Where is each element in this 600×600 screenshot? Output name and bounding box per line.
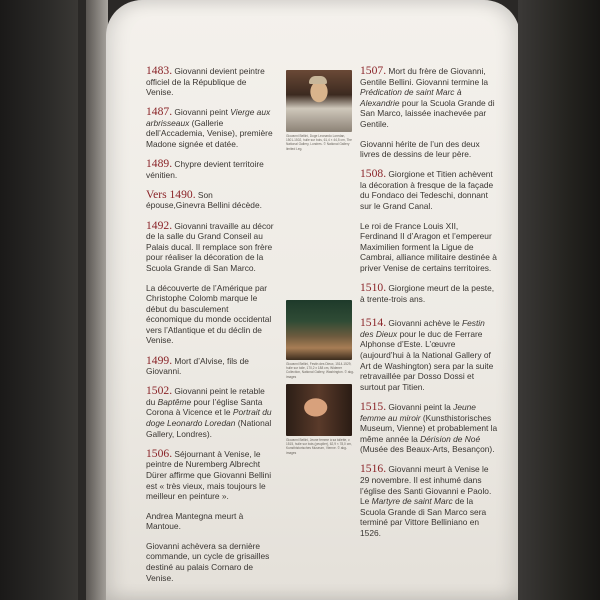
entry-1499: 1499. Mort d’Alvise, fils de Giovanni. — [146, 353, 249, 377]
timeline-left-column — [146, 66, 274, 592]
year-1515: 1515. — [360, 399, 387, 413]
entry-1487: 1487. Giovanni peint Vierge aux arbrisseaux (Gallerie dell’Accademia, Venise), première Madone signée et datée. — [146, 105, 273, 150]
entry-1516: 1516. Giovanni meurt à Venise le 29 novembre. Il est inhumé dans l’église des Santi Giovanni e Paolo. Le Martyre de saint Marc de la Scuola Grande di San Marco sera terminé par Vittore Belliniano en 1526. — [360, 462, 492, 538]
year-1483: 1483. — [146, 64, 173, 77]
paragraph-mantegna: Andrea Mantegna meurt à Mantoue. — [146, 510, 244, 532]
year-1507: 1507. — [360, 64, 387, 77]
jeune-femme-toilette-image — [286, 384, 352, 436]
left-wall — [0, 0, 78, 600]
entry-1483: 1483. Giovanni devient peintre officiel de la République de Venise. — [146, 64, 265, 98]
entry-1515: 1515. Giovanni peint la Jeune femme au miroir (Kunsthistorisches Museum, Vienne) et probablement la même année la Dérision de Noé (Musée des Beaux-Arts, Besançon). — [360, 399, 498, 455]
year-1508: 1508. — [360, 167, 387, 181]
timeline-right-column — [360, 66, 498, 548]
year-1510: 1510. — [360, 281, 387, 295]
caption-festin-des-dieux: Giovanni Bellini, Festin des Dieux, 1514-1529, huile sur toile, 170,2 x 188 cm, Widener Collection, National Gallery, Washington. © akg-images — [286, 362, 354, 379]
doge-cap-shape — [309, 76, 327, 84]
panel-edge — [86, 0, 108, 600]
year-1492: 1492. — [146, 218, 173, 232]
year-1490: Vers 1490. — [146, 187, 196, 201]
caption-jeune-femme: Giovanni Bellini, Jeune femme à sa toilette, v. 1515, huile sur bois (peuplier), 62,9 × 78,0 cm, Kunsthistorisches Museum, Vienne. © akg-images — [286, 438, 352, 455]
entry-1510: 1510. Giorgione meurt de la peste, à trente-trois ans. — [360, 281, 495, 304]
portrait-doge-loredan-image — [286, 70, 352, 132]
paragraph-decouverte: La découverte de l’Amérique par Christophe Colomb marque le début du basculement économique du monde occidental vers l’Atlantique et du déclin de Venise. — [146, 282, 272, 346]
entry-1489: 1489. Chypre devient territoire vénitien. — [146, 157, 264, 180]
entry-1507: 1507. Mort du frère de Giovanni, Gentile Bellini. Giovanni termine la Prédication de saint Marc à Alexandrie pour la Scuola Grande di San Marco, laissée inachevée par Gentile. — [360, 64, 495, 129]
paragraph-louis-xii: Le roi de France Louis XII, Ferdinand II d’Aragon et l’empereur Maximilien forment la Ligue de Cambrai, alliance militaire destinée à priver Venise de certains territoires. — [360, 220, 497, 273]
year-1506: 1506. — [146, 446, 173, 460]
entry-1506: 1506. Séjournant à Venise, le peintre de Nuremberg Albrecht Dürer affirme que Giovanni Bellini est « très vieux, mais toujours le meilleur en peinture ». — [146, 446, 272, 502]
entry-1508: 1508. Giorgione et Titien achèvent la décoration à fresque de la façade du Fondaco dei Tedeschi, donnant sur le Grand Canal. — [360, 167, 494, 212]
caption-doge-loredan: Giovanni Bellini, Doge Leonardo Loredan, 1501-1502, huile sur bois, 61,4 × 44,5 cm, The National Gallery, Londres. © National Gallery limited Leg. — [286, 134, 352, 151]
year-1499: 1499. — [146, 353, 173, 367]
year-1516: 1516. — [360, 462, 387, 476]
right-wall — [518, 0, 600, 600]
year-1502: 1502. — [146, 384, 173, 398]
entry-1492: 1492. Giovanni travaille au décor de la salle du Grand Conseil au Palais ducal. Il remplace son frère pour réaliser la décoration de la Scuola Grande di San Marco. — [146, 218, 274, 273]
year-1489: 1489. — [146, 157, 173, 171]
festin-des-dieux-image — [286, 300, 352, 360]
year-1487: 1487. — [146, 105, 173, 119]
paragraph-herite: Giovanni hérite de l’un des deux livres de dessins de leur père. — [360, 138, 480, 160]
entry-1502: 1502. Giovanni peint le retable du Baptême pour l’église Santa Corona à Vicence et le Portrait du doge Leonardo Loredan (National Gallery, Londres). — [146, 384, 272, 439]
paragraph-achevera: Giovanni achèvera sa dernière commande, un cycle de grisailles destiné au palais Cornaro de Venise. — [146, 540, 270, 583]
year-1514: 1514. — [360, 316, 387, 330]
entry-1514: 1514. Giovanni achève le Festin des Dieux pour le duc de Ferrare Alphonse d’Este. L’œuvre (aujourd’hui à la National Gallery of Art de Washington) sera par la suite retravaillée par Dosso Dossi et surtout par Titien. — [360, 316, 494, 392]
entry-1490: Vers 1490. Son épouse,Ginevra Bellini décède. — [146, 187, 262, 211]
